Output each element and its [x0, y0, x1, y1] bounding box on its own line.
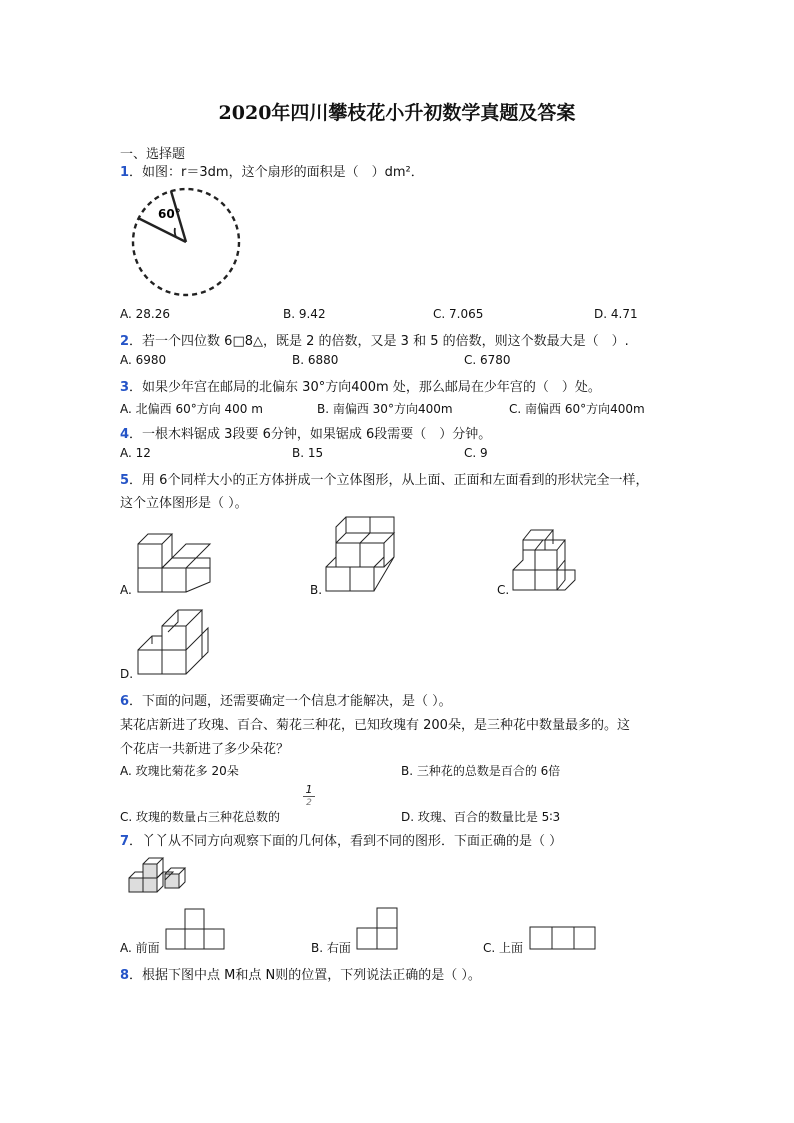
q4-option-c: C. 9 [464, 446, 488, 460]
question-3 [120, 376, 601, 395]
q7-option-c-figure [528, 925, 598, 951]
angle-label: 60° [158, 207, 181, 221]
question-number: 4 [120, 427, 130, 442]
question-text: ．一根木料锯成 3段要 6分钟，如果锯成 6段需要（ ）分钟。 [129, 427, 492, 442]
q6-option-d: D. 玫瑰、百合的数量比是 5∶3 [401, 810, 561, 824]
q1-option-a: A. 28.26 [120, 307, 170, 321]
question-5-continued: 这个立体图形是（ ）。 [120, 496, 248, 511]
q7-solid-figure [127, 858, 189, 896]
question-number: 8 [120, 968, 130, 983]
q6-option-c: C. 玫瑰的数量占三种花总数的 [120, 810, 281, 824]
q5-option-d-figure [138, 604, 212, 676]
page-title: 2020年四川攀枝花小升初数学真题及答案 [218, 102, 576, 124]
q1-option-d: D. 4.71 [594, 307, 638, 321]
question-text: ．如果少年宫在邮局的北偏东 30°方向400m 处，那么邮局在少年宫的（ ）处。 [129, 380, 601, 395]
q6-option-b: B. 三种花的总数是百合的 6倍 [401, 764, 561, 778]
q2-option-a: A. 6980 [120, 353, 167, 367]
q7-option-c-label: C. 上面 [483, 941, 524, 955]
question-number: 3 [120, 380, 130, 395]
question-5 [120, 469, 648, 488]
q7-option-b-figure [356, 906, 400, 952]
question-text: ．若一个四位数 6□8△，既是 2 的倍数，又是 3 和 5 的倍数，则这个数最大是（ ）. [129, 334, 629, 349]
q5-option-c-figure [513, 524, 579, 592]
q6-fraction [303, 784, 315, 809]
q5-option-c-label: C. [497, 583, 510, 597]
q5-option-d-label: D. [120, 667, 134, 681]
question-6 [120, 690, 452, 709]
q7-option-a-label: A. 前面 [120, 941, 160, 955]
q5-option-b-label: B. [310, 583, 323, 597]
q5-option-a-figure [138, 520, 214, 594]
q3-option-a: A. 北偏西 60°方向 400 m [120, 402, 263, 416]
question-text: ．用 6个同样大小的正方体拼成一个立体图形，从上面、正面和左面看到的形状完全一样， [129, 473, 649, 488]
question-1 [120, 161, 424, 180]
q1-option-c: C. 7.065 [433, 307, 484, 321]
q1-option-b: B. 9.42 [283, 307, 326, 321]
fraction-numerator: 1 [305, 783, 313, 796]
q7-option-b-label: B. 右面 [311, 941, 351, 955]
question-number: 7 [120, 834, 130, 849]
section-heading: 一、选择题 [120, 147, 186, 162]
question-number: 2 [120, 334, 130, 349]
question-text: ．根据下图中点 M和点 N则的位置，下列说法正确的是（ ）。 [129, 968, 481, 983]
q5-option-a-label: A. [120, 583, 132, 597]
q4-option-b: B. 15 [292, 446, 324, 460]
question-6-line-3: 个花店一共新进了多少朵花？ [120, 742, 290, 757]
question-text: ．丫丫从不同方向观察下面的几何体，看到不同的图形．下面正确的是（ ） [129, 834, 563, 849]
question-6-line-2: 某花店新进了玫瑰、百合、菊花三种花，已知玫瑰有 200朵，是三种花中数量最多的。这 [120, 718, 630, 733]
question-number: 5 [120, 473, 130, 488]
q2-option-b: B. 6880 [292, 353, 339, 367]
question-4 [120, 423, 491, 442]
q4-option-a: A. 12 [120, 446, 151, 460]
q5-option-b-figure [326, 515, 400, 593]
question-2 [120, 330, 629, 349]
q3-option-b: B. 南偏西 30°方向400m [317, 402, 453, 416]
question-text: ．如图：r＝3dm，这个扇形的面积是（ ）dm²． [129, 165, 424, 180]
question-number: 1 [120, 165, 130, 180]
q3-option-c: C. 南偏西 60°方向400m [509, 402, 645, 416]
question-8 [120, 964, 481, 983]
sector-figure [128, 186, 244, 300]
question-number: 6 [120, 694, 130, 709]
angle-arc [175, 228, 176, 237]
q7-option-a-figure [165, 907, 227, 951]
fraction-denominator: 2 [303, 796, 315, 809]
question-7 [120, 830, 562, 849]
question-text: ．下面的问题，还需要确定一个信息才能解决，是（ ）。 [129, 694, 452, 709]
q2-option-c: C. 6780 [464, 353, 511, 367]
q6-option-a: A. 玫瑰比菊花多 20朵 [120, 764, 239, 778]
